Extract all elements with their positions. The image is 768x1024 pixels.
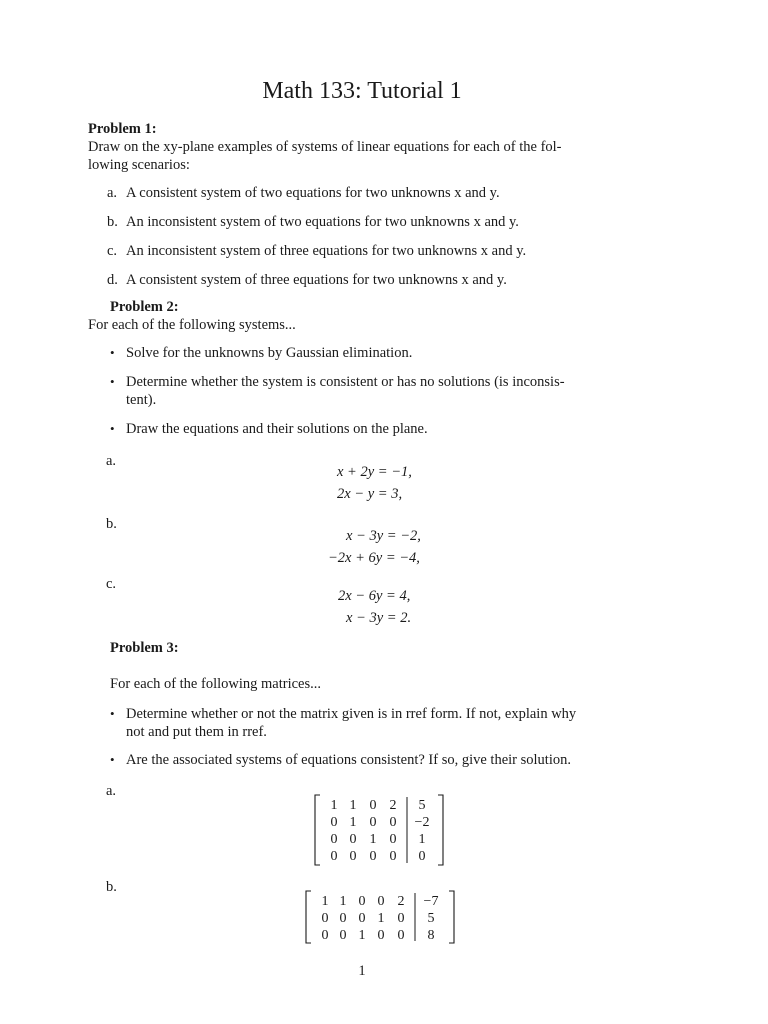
matrix-b-cell: 1 bbox=[358, 928, 366, 943]
problem2-bullet-2-line1: Determine whether the system is consistent or has no solutions (is inconsis- bbox=[126, 374, 565, 390]
matrix-a-cell: 0 bbox=[418, 849, 426, 864]
matrix-b-cell: 0 bbox=[358, 894, 366, 909]
system-b-label: b. bbox=[106, 516, 117, 532]
bullet-icon: • bbox=[110, 752, 115, 767]
matrix-b-cell: 0 bbox=[377, 894, 385, 909]
system-c-eq1: 2x − 6y = 4, bbox=[338, 588, 411, 604]
problem3-bullet-2: Are the associated systems of equations consistent? If so, give their solution. bbox=[126, 752, 571, 768]
matrix-a-cell: 1 bbox=[349, 815, 357, 830]
matrix-a-cell: 0 bbox=[369, 815, 377, 830]
matrix-a-label: a. bbox=[106, 783, 117, 799]
problem2-heading: Problem 2: bbox=[110, 299, 179, 315]
matrix-a-cell: 2 bbox=[389, 798, 397, 813]
matrix-b-cell: 5 bbox=[427, 911, 435, 926]
problem1-item-a-label: a. bbox=[107, 185, 118, 201]
problem3-intro: For each of the following matrices... bbox=[110, 676, 321, 692]
matrix-a-cell: 0 bbox=[330, 815, 338, 830]
matrix-b-label: b. bbox=[106, 879, 117, 895]
problem1-heading: Problem 1: bbox=[88, 121, 157, 137]
matrix-b-cell: 8 bbox=[427, 928, 435, 943]
bullet-icon: • bbox=[110, 374, 115, 389]
bullet-icon: • bbox=[110, 706, 115, 721]
system-a-label: a. bbox=[106, 453, 117, 469]
matrix-b-cell: 0 bbox=[397, 928, 405, 943]
problem2-bullet-1: Solve for the unknowns by Gaussian elimination. bbox=[126, 345, 413, 361]
matrix-b-cell: 0 bbox=[321, 928, 329, 943]
matrix-b-cell: −7 bbox=[423, 894, 439, 909]
problem1-intro-line1: Draw on the xy-plane examples of systems of linear equations for each of the fol- bbox=[88, 139, 562, 155]
system-c-eq2: x − 3y = 2. bbox=[346, 610, 412, 626]
matrix-a-cell: 5 bbox=[418, 798, 426, 813]
matrix-a-cell: 1 bbox=[418, 832, 426, 847]
matrix-a-cell: 0 bbox=[349, 832, 357, 847]
matrix-b-cell: 1 bbox=[321, 894, 329, 909]
matrix-a-cell: −2 bbox=[414, 815, 430, 830]
matrix-b-cell: 0 bbox=[397, 911, 405, 926]
bullet-icon: • bbox=[110, 421, 115, 436]
problem1-item-c-label: c. bbox=[107, 243, 118, 259]
problem1-item-d-text: A consistent system of three equations for two unknowns x and y. bbox=[126, 272, 507, 288]
matrix-a-cell: 1 bbox=[369, 832, 377, 847]
matrix-b-cell: 0 bbox=[358, 911, 366, 926]
problem1-intro-line2: lowing scenarios: bbox=[88, 157, 190, 173]
system-c-label: c. bbox=[106, 576, 117, 592]
matrix-a-cell: 0 bbox=[389, 849, 397, 864]
matrix-a-cell: 0 bbox=[389, 815, 397, 830]
matrix-b-cell: 1 bbox=[339, 894, 347, 909]
problem3-bullet-1-line2: not and put them in rref. bbox=[126, 724, 267, 740]
matrix-a-cell: 0 bbox=[369, 798, 377, 813]
matrix-b-cell: 0 bbox=[321, 911, 329, 926]
problem3-heading: Problem 3: bbox=[110, 640, 179, 656]
matrix-b-cell: 0 bbox=[377, 928, 385, 943]
matrix-a-cell: 0 bbox=[330, 832, 338, 847]
matrix-a-cell: 0 bbox=[369, 849, 377, 864]
problem1-item-c-text: An inconsistent system of three equations for two unknowns x and y. bbox=[126, 243, 527, 259]
system-a-eq2: 2x − y = 3, bbox=[337, 486, 403, 502]
page-number: 1 bbox=[358, 963, 366, 979]
problem1-item-b-text: An inconsistent system of two equations for two unknowns x and y. bbox=[126, 214, 519, 230]
system-b-eq1: x − 3y = −2, bbox=[346, 528, 421, 544]
bullet-icon: • bbox=[110, 345, 115, 360]
matrix-b-cell: 1 bbox=[377, 911, 385, 926]
matrix-a-cell: 0 bbox=[389, 832, 397, 847]
matrix-b-cell: 0 bbox=[339, 911, 347, 926]
matrix-b bbox=[303, 889, 457, 945]
problem1-item-a-text: A consistent system of two equations for two unknowns x and y. bbox=[126, 185, 500, 201]
matrix-a-cell: 1 bbox=[330, 798, 338, 813]
matrix-b-cell: 2 bbox=[397, 894, 405, 909]
problem1-item-b-label: b. bbox=[107, 214, 118, 230]
matrix-a bbox=[312, 793, 446, 867]
problem2-bullet-2-line2: tent). bbox=[126, 392, 157, 408]
problem1-item-d-label: d. bbox=[107, 272, 118, 288]
matrix-a-cell: 1 bbox=[349, 798, 357, 813]
matrix-a-cell: 0 bbox=[349, 849, 357, 864]
system-b-eq2: −2x + 6y = −4, bbox=[328, 550, 420, 566]
matrix-b-cell: 0 bbox=[339, 928, 347, 943]
system-a-eq1: x + 2y = −1, bbox=[337, 464, 412, 480]
problem3-bullet-1-line1: Determine whether or not the matrix given is in rref form. If not, explain why bbox=[126, 706, 577, 722]
problem2-bullet-3: Draw the equations and their solutions on the plane. bbox=[126, 421, 428, 437]
problem2-intro: For each of the following systems... bbox=[88, 317, 296, 333]
page-title: Math 133: Tutorial 1 bbox=[262, 78, 462, 104]
matrix-a-cell: 0 bbox=[330, 849, 338, 864]
